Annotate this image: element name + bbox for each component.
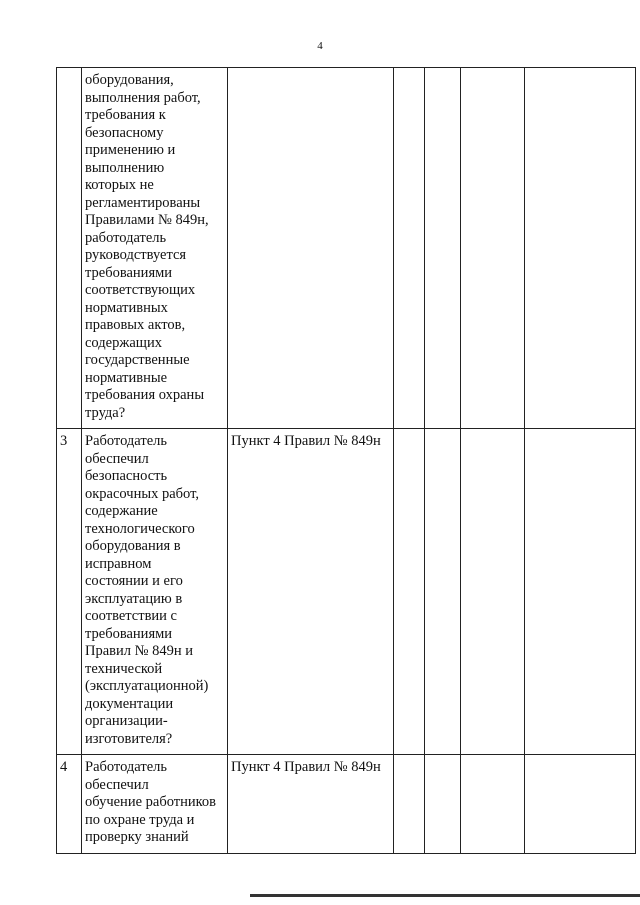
question-line: труда?	[85, 404, 126, 421]
question-line: состоянии и его	[85, 573, 183, 589]
question-line: оборудования в	[85, 538, 181, 554]
question-line: содержащих	[85, 334, 162, 351]
question-line: работодатель	[85, 229, 167, 246]
answer-cell-na[interactable]	[461, 755, 525, 854]
note-cell[interactable]	[525, 429, 636, 755]
question-line: (эксплуатационной)	[85, 678, 209, 694]
table-row	[57, 68, 636, 429]
question-line: нормативных	[85, 299, 168, 316]
reference-cell: Пункт 4 Правил № 849н	[228, 755, 394, 854]
answer-cell-na[interactable]	[461, 68, 525, 429]
question-line: документации	[85, 695, 174, 712]
question-line: эксплуатацию в	[85, 590, 183, 607]
question-line: Правил № 849н и	[85, 643, 193, 659]
question-line: технологического	[85, 520, 195, 537]
question-line: требования охраны	[85, 387, 205, 403]
row-number: 3	[57, 429, 82, 755]
question-line: государственные	[85, 352, 190, 368]
question-line: регламентированы	[85, 194, 201, 211]
question-line: обеспечил	[85, 776, 149, 793]
answer-cell-yes[interactable]	[394, 68, 425, 429]
question-line: безопасному	[85, 124, 164, 141]
question-line: выполнению	[85, 159, 165, 176]
reference-cell: Пункт 4 Правил № 849н	[228, 429, 394, 755]
answer-cell-no[interactable]	[425, 68, 461, 429]
row-number: 4	[57, 755, 82, 854]
question-line: исправном	[85, 555, 152, 572]
question-line: обеспечил	[85, 450, 149, 467]
question-line: организации-	[85, 713, 168, 729]
question-line: нормативные	[85, 369, 168, 386]
question-line: Работодатель	[85, 759, 167, 775]
question-line: обучение работников	[85, 794, 217, 810]
question-line: требования к	[85, 107, 166, 123]
question-cell	[82, 755, 228, 854]
question-line: безопасность	[85, 468, 168, 484]
answer-cell-yes[interactable]	[394, 429, 425, 755]
question-line: Работодатель	[85, 433, 167, 449]
question-line: проверку знаний	[85, 829, 189, 845]
note-cell[interactable]	[525, 68, 636, 429]
scan-edge-line	[250, 894, 640, 897]
question-line: выполнения работ,	[85, 89, 201, 106]
question-line: по охране труда и	[85, 811, 195, 828]
table-row	[57, 429, 636, 755]
reference-cell	[228, 68, 394, 429]
answer-cell-yes[interactable]	[394, 755, 425, 854]
question-cell	[82, 68, 228, 429]
question-line: правовых актов,	[85, 317, 186, 333]
question-line: Правилами № 849н,	[85, 212, 209, 228]
table-row	[57, 755, 636, 854]
answer-cell-na[interactable]	[461, 429, 525, 755]
question-line: соответствии с	[85, 608, 177, 624]
note-cell[interactable]	[525, 755, 636, 854]
question-line: руководствуется	[85, 247, 187, 263]
question-line: содержание	[85, 503, 158, 519]
question-line: применению и	[85, 142, 176, 158]
question-line: оборудования,	[85, 72, 174, 88]
question-line: окрасочных работ,	[85, 485, 199, 502]
question-cell	[82, 429, 228, 755]
question-line: требованиями	[85, 625, 173, 642]
question-line: изготовителя?	[85, 730, 173, 747]
question-line: соответствующих	[85, 282, 196, 298]
row-number	[57, 68, 82, 429]
question-line: технической	[85, 660, 163, 677]
page-number: 4	[317, 40, 323, 52]
question-line: требованиями	[85, 264, 173, 281]
answer-cell-no[interactable]	[425, 755, 461, 854]
answer-cell-no[interactable]	[425, 429, 461, 755]
checklist-table	[56, 67, 636, 854]
question-line: которых не	[85, 177, 154, 193]
